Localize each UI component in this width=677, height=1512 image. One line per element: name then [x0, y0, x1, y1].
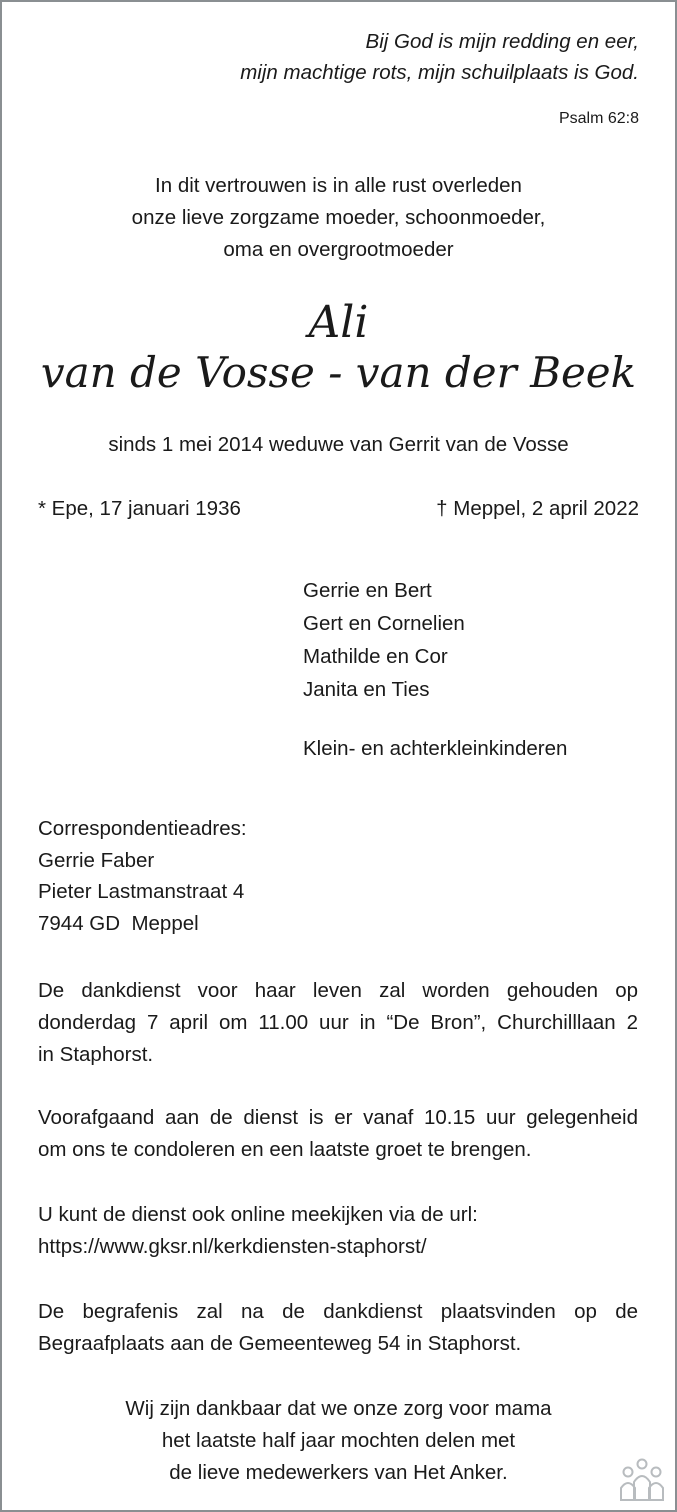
intro-line-1: In dit vertrouwen is in alle rust overleden — [155, 174, 522, 197]
online-stream-paragraph — [38, 1199, 638, 1263]
paragraph-line: De begrafenis zal na de dankdienst plaatsvinden op de — [38, 1300, 638, 1323]
condolence-paragraph — [38, 1102, 638, 1166]
list-item: Gert en Cornelien — [303, 612, 465, 635]
grandchildren-line: Klein- en achterkleinkinderen — [303, 737, 568, 760]
widow-line: sinds 1 mei 2014 weduwe van Gerrit van de Vosse — [108, 433, 569, 456]
verse-line-1: Bij God is mijn redding en eer, — [365, 30, 639, 53]
stream-url: https://www.gksr.nl/kerkdiensten-staphorst/ — [38, 1235, 427, 1258]
deceased-first-name: Ali — [308, 297, 369, 348]
list-item: Mathilde en Cor — [303, 645, 448, 668]
intro-text — [0, 170, 677, 266]
closing-line-3: de lieve medewerkers van Het Anker. — [169, 1461, 508, 1484]
address-name: Gerrie Faber — [38, 848, 155, 872]
birth-date: * Epe, 17 januari 1936 — [38, 497, 241, 520]
death-date: † Meppel, 2 april 2022 — [436, 497, 639, 520]
paragraph-line: in Staphorst. — [38, 1043, 154, 1066]
paragraph-line: De dankdienst voor haar leven zal worden gehouden op — [38, 979, 638, 1002]
intro-line-3: oma en overgrootmoeder — [223, 238, 454, 261]
paragraph-line: U kunt de dienst ook online meekijken via de url: — [38, 1203, 478, 1226]
paragraph-line: Begraafplaats aan de Gemeenteweg 54 in Staphorst. — [38, 1332, 522, 1355]
closing-text — [0, 1393, 677, 1489]
service-paragraph — [38, 975, 638, 1071]
paragraph-line: donderdag 7 april om 11.00 uur in “De Bron”, Churchilllaan 2 — [38, 1011, 638, 1034]
closing-line-1: Wij zijn dankbaar dat we onze zorg voor mama — [125, 1397, 552, 1420]
list-item: Gerrie en Bert — [303, 579, 432, 602]
address-street: Pieter Lastmanstraat 4 — [38, 880, 245, 903]
people-group-icon — [618, 1458, 666, 1502]
verse-reference: Psalm 62:8 — [558, 110, 639, 127]
intro-line-2: onze lieve zorgzame moeder, schoonmoeder, — [131, 206, 546, 229]
bible-verse — [240, 26, 639, 88]
verse-line-2: mijn machtige rots, mijn schuilplaats is God. — [240, 61, 639, 84]
correspondence-address — [38, 813, 247, 939]
paragraph-line: Voorafgaand aan de dienst is er vanaf 10.15 uur gelegenheid — [38, 1106, 638, 1129]
children-list — [303, 574, 465, 706]
address-label: Correspondentieadres: — [38, 817, 247, 840]
list-item: Janita en Ties — [303, 678, 430, 701]
paragraph-line: om ons te condoleren en een laatste groet te brengen. — [38, 1138, 532, 1161]
closing-line-2: het laatste half jaar mochten delen met — [161, 1429, 516, 1452]
address-city: 7944 GD Meppel — [38, 911, 199, 935]
burial-paragraph — [38, 1296, 638, 1360]
deceased-full-name: van de Vosse - van der Beek — [40, 348, 637, 397]
